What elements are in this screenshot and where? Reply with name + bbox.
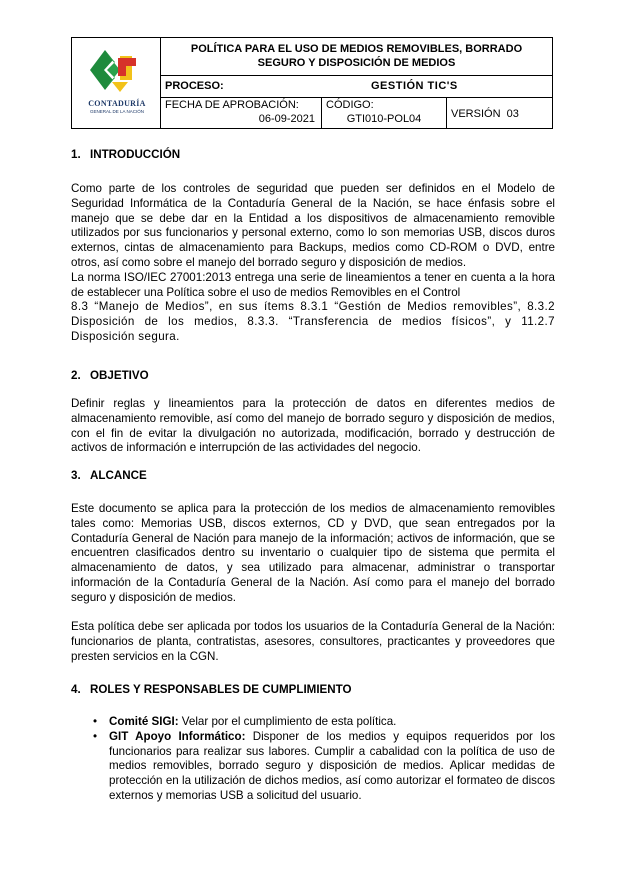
paragraph: 8.3 “Manejo de Medios”, en sus ítems 8.3.1 “Gestión de Medios removibles”, 8.3.2 Disposición de los medios, 8.3.3. “Transferencia de medios físicos”, y 11.2.7 Disposición segura. (71, 300, 555, 343)
section-title: ALCANCE (90, 469, 147, 482)
section-number: 1. (71, 148, 81, 161)
contaduria-logo (82, 46, 152, 114)
logo-emblem-icon (82, 46, 152, 98)
section-number: 3. (71, 469, 81, 482)
alcance-text: Este documento se aplica para la protección de los medios de almacenamiento removibles tales como: Memorias USB, discos externos, CD y DVD, que sean entregados por la Contaduría General de Nación para manejo de la información; activos de información, que se encuentren clasificados dentro su inventario o cualquier tipo de sistema que permita el almacenamiento de datos, y sea utilizado para almacenar, administrar o transportar información de la Contaduría General de la Nación. Así como para el manejo del borrado seguro y disposición de medios. (71, 502, 555, 604)
role-text: Disponer de los medios y equipos requeridos por los funcionarios para realizar sus labores. Cumplir a cabalidad con la política de uso de medios removibles, borrado seguro y disposición de medios. Aplicar medidas de protección en la utilización de dichos medios, así como autorizar el formateo de discos externos y memorias USB a solicitud del usuario. (109, 729, 555, 802)
section-title: ROLES Y RESPONSABLES DE CUMPLIMIENTO (90, 683, 352, 696)
role-name: GIT Apoyo Informático: (109, 729, 246, 743)
section-heading-roles (71, 683, 352, 698)
role-name: Comité SIGI: (109, 715, 179, 728)
codigo-cell (322, 98, 447, 128)
bullet: • (93, 715, 98, 728)
section-number: 2. (71, 369, 81, 382)
list-item (93, 730, 555, 804)
section-heading-introduccion (71, 148, 180, 163)
fecha-label: FECHA DE APROBACIÓN: (165, 99, 299, 111)
codigo-label: CÓDIGO: (326, 99, 374, 111)
roles-list (93, 715, 555, 804)
section-heading-objetivo (71, 369, 149, 384)
proceso-row (161, 76, 552, 98)
fecha-value: 06-09-2021 (258, 113, 315, 125)
list-item (93, 715, 555, 730)
bullet: • (93, 729, 98, 743)
introduccion-text (71, 182, 555, 345)
section-title: INTRODUCCIÓN (90, 148, 181, 161)
logo-cell (72, 38, 161, 128)
document-title (161, 38, 552, 76)
paragraph: Como parte de los controles de seguridad que pueden ser definidos en el Modelo de Seguridad Informática de la Contaduría General de la Nación, se hace énfasis sobre el manejo que se debe dar en la Entidad a los dispositivos de almacenamiento removible utilizados por sus funcionarios y personal externo, como lo son memorias USB, discos duros externos, cintas de almacenamiento para Backups, medios como CD-ROM o DVD, entre otros, así como sobre el manejo del borrado seguro y disposición de medios. (71, 182, 555, 269)
title-line-2: SEGURO Y DISPOSICIÓN DE MEDIOS (257, 57, 456, 69)
info-row (161, 98, 552, 128)
paragraph: La norma ISO/IEC 27001:2013 entrega una serie de lineamientos a tener en cuenta a la hora de establecer una Política sobre el uso de medios Removibles en el Control (71, 270, 555, 299)
logo-subtitle: GENERAL DE LA NACIÓN (89, 109, 145, 114)
section-title: OBJETIVO (90, 369, 149, 382)
version-value: VERSIÓN 03 (451, 108, 519, 120)
alcance-text-2: Esta política debe ser aplicada por todos los usuarios de la Contaduría General de la Nación: funcionarios de planta, contratistas, asesores, consultores, practicantes y proveedores que presten servicios en la CGN. (71, 620, 555, 663)
proceso-label: PROCESO: (165, 80, 224, 92)
codigo-value: GTI010-POL04 (346, 113, 422, 125)
section-number: 4. (71, 683, 81, 696)
role-text: Velar por el cumplimiento de esta política. (178, 715, 397, 728)
version-cell (447, 98, 552, 128)
objetivo-text: Definir reglas y lineamientos para la protección de datos en diferentes medios de almacenamiento removible, así como del manejo de borrado seguro y disposición de medios, con el fin de evitar la divulgación no autorizada, modificación, borrado y destrucción de activos de información e interrupción de las actividades del negocio. (71, 397, 555, 455)
title-line-1: POLÍTICA PARA EL USO DE MEDIOS REMOVIBLES, BORRADO (190, 43, 523, 55)
proceso-value: GESTIÓN TIC'S (371, 80, 458, 92)
fecha-cell (161, 98, 322, 128)
section-heading-alcance (71, 469, 147, 484)
document-header (71, 37, 553, 129)
logo-name: CONTADURÍA (88, 99, 146, 108)
